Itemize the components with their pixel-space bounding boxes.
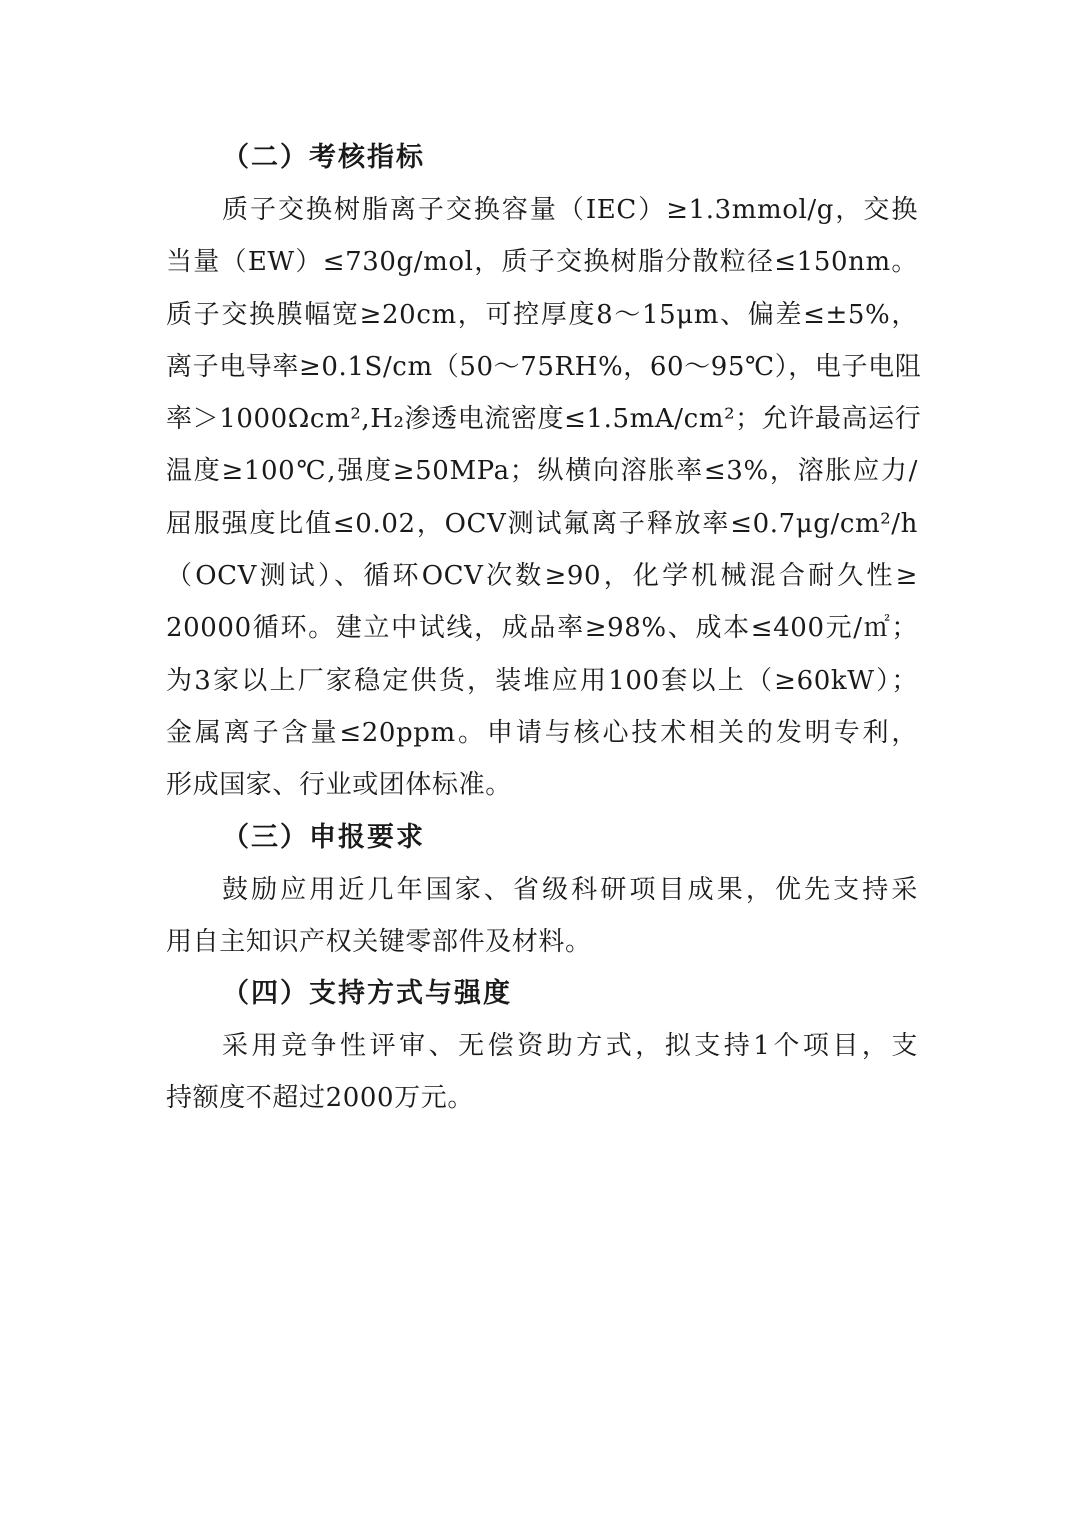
document-content bbox=[166, 132, 922, 1125]
section-application-requirements bbox=[166, 812, 918, 969]
text-line: 率＞1000Ωcm²,H₂渗透电流密度≤1.5mA/cm²；允许最高运行 bbox=[166, 404, 922, 435]
text-line: 屈服强度比值≤0.02，OCV测试氟离子释放率≤0.7μg/cm²/h bbox=[166, 508, 918, 539]
text-line: 为3家以上厂家稳定供货，装堆应用100套以上（≥60kW）； bbox=[166, 665, 918, 696]
section-body bbox=[166, 184, 922, 812]
text-line: 采用竞争性评审、无偿资助方式，拟支持1个项目，支 bbox=[222, 1031, 918, 1062]
section-support-method bbox=[166, 968, 918, 1125]
section-heading: （四）支持方式与强度 bbox=[222, 978, 512, 1010]
section-heading: （二）考核指标 bbox=[222, 142, 425, 173]
text-line: 20000循环。建立中试线，成品率≥98%、成本≤400元/㎡； bbox=[166, 613, 918, 644]
text-line: 质子交换膜幅宽≥20cm，可控厚度8～15μm、偏差≤±5%， bbox=[166, 299, 918, 330]
section-body bbox=[166, 864, 918, 969]
section-assessment-indicators bbox=[166, 132, 922, 812]
section-heading: （三）申报要求 bbox=[222, 821, 425, 853]
text-line: 形成国家、行业或团体标准。 bbox=[166, 770, 512, 801]
text-line: 金属离子含量≤20ppm。申请与核心技术相关的发明专利， bbox=[166, 717, 918, 748]
text-line: 鼓励应用近几年国家、省级科研项目成果，优先支持采 bbox=[222, 874, 918, 905]
section-body bbox=[166, 1020, 918, 1125]
text-line: （OCV测试）、循环OCV次数≥90，化学机械混合耐久性≥ bbox=[166, 561, 918, 592]
text-line: 质子交换树脂离子交换容量（IEC）≥1.3mmol/g，交换 bbox=[222, 195, 918, 225]
text-line: 当量（EW）≤730g/mol，质子交换树脂分散粒径≤150nm。 bbox=[166, 247, 918, 278]
text-line: 持额度不超过2000万元。 bbox=[166, 1083, 474, 1114]
text-line: 温度≥100℃,强度≥50MPa；纵横向溶胀率≤3%，溶胀应力/ bbox=[166, 456, 918, 487]
text-line: 用自主知识产权关键零部件及材料。 bbox=[166, 926, 592, 957]
text-line: 离子电导率≥0.1S/cm（50～75RH%，60～95℃），电子电阻 bbox=[166, 351, 922, 382]
